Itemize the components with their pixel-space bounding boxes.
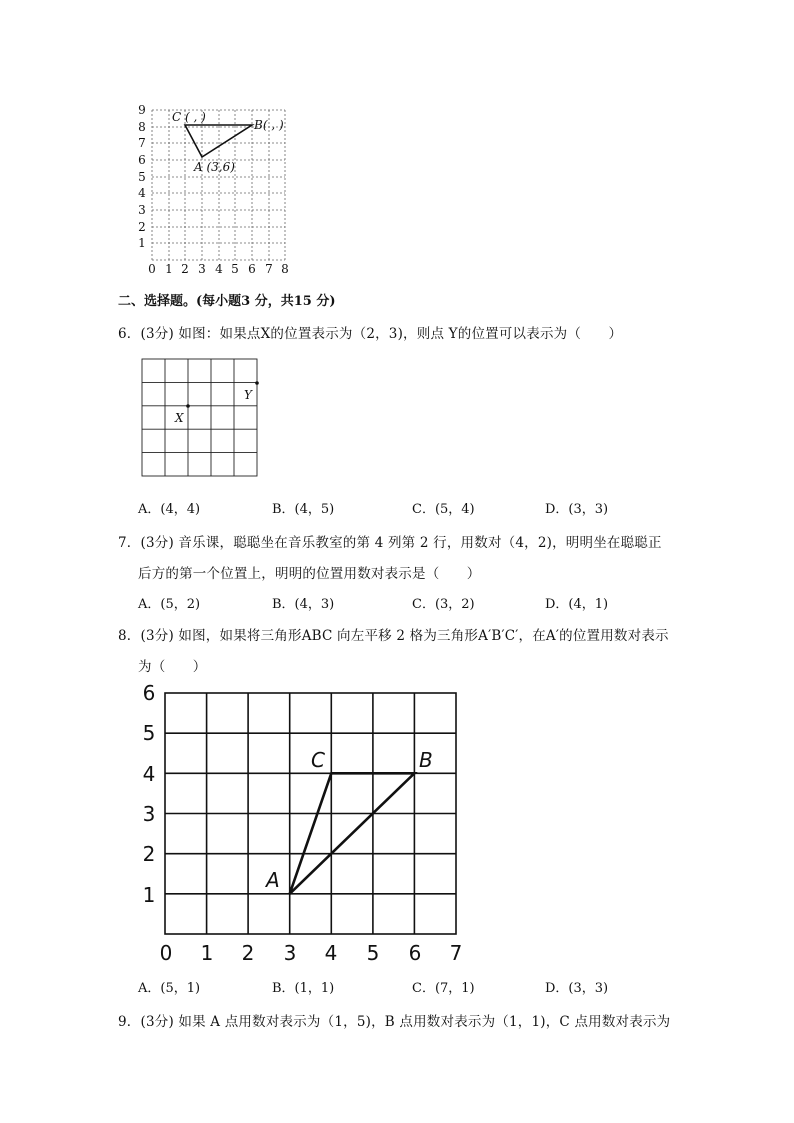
- top-x-tick: 0: [148, 262, 156, 276]
- q8-option-d[interactable]: D．(3，3): [545, 981, 609, 996]
- q6-label-x: X: [175, 411, 184, 425]
- q6-point-y: [255, 381, 259, 385]
- q8-grid-figure: [130, 678, 475, 968]
- q8-x-tick: 2: [241, 941, 255, 965]
- top-label-a: A (3,6): [194, 160, 235, 174]
- q8-x-tick: 7: [449, 941, 463, 965]
- q8-y-tick: 3: [142, 802, 156, 826]
- q8-x-tick: 4: [324, 941, 338, 965]
- q8-option-a[interactable]: A．(5，1): [138, 981, 201, 996]
- q8-y-tick: 1: [142, 883, 156, 907]
- top-y-tick: 8: [138, 120, 146, 134]
- top-label-b: B( , ): [254, 118, 284, 132]
- q7-option-d[interactable]: D．(4，1): [545, 597, 609, 612]
- top-x-tick: 4: [215, 262, 223, 276]
- top-triangle-abc: [185, 125, 252, 157]
- q8-y-tick: 5: [142, 721, 156, 745]
- q6-option-a[interactable]: A．(4，4): [138, 502, 201, 517]
- top-x-tick: 1: [165, 262, 173, 276]
- top-y-tick: 1: [138, 236, 146, 250]
- q8-text-line1: 8．(3分) 如图，如果将三角形ABC 向左平移 2 格为三角形A′B′C′，在A′的位置用数对表示: [118, 628, 669, 644]
- q6-point-x: [186, 404, 190, 408]
- top-y-tick: 9: [138, 103, 146, 117]
- q6-label-y: Y: [244, 388, 252, 402]
- q7-option-b[interactable]: B．(4，3): [272, 597, 335, 612]
- q8-triangle-abc: [290, 773, 415, 894]
- q8-y-tick: 6: [142, 681, 156, 705]
- q8-x-tick: 0: [159, 941, 173, 965]
- q8-option-c[interactable]: C．(7，1): [412, 981, 475, 996]
- top-x-tick: 5: [231, 262, 239, 276]
- top-grid-figure: [130, 100, 310, 280]
- q8-label-b: B: [419, 748, 433, 772]
- top-y-tick: 4: [138, 186, 146, 200]
- q8-x-tick: 6: [408, 941, 422, 965]
- top-y-tick: 5: [138, 170, 146, 184]
- top-y-tick: 7: [138, 136, 146, 150]
- q7-option-a[interactable]: A．(5，2): [138, 597, 201, 612]
- q6-grid-lines: [142, 359, 257, 476]
- q6-option-b[interactable]: B．(4，5): [272, 502, 335, 517]
- q8-label-c: C: [311, 748, 325, 772]
- q9-text-line1: 9．(3分) 如果 A 点用数对表示为（1，5)，B 点用数对表示为（1，1)，C 点用数对表示为: [118, 1014, 671, 1030]
- q8-text-line2: 为（ ）: [138, 659, 207, 675]
- q8-x-tick: 1: [200, 941, 214, 965]
- top-grid-lines: [152, 110, 285, 260]
- q6-option-d[interactable]: D．(3，3): [545, 502, 609, 517]
- q8-label-a: A: [266, 868, 280, 892]
- q6-option-c[interactable]: C．(5，4): [412, 502, 475, 517]
- top-y-tick: 3: [138, 203, 146, 217]
- q8-x-tick: 3: [283, 941, 297, 965]
- top-x-tick: 3: [198, 262, 206, 276]
- q7-option-c[interactable]: C．(3，2): [412, 597, 475, 612]
- q8-y-tick: 2: [142, 842, 156, 866]
- top-x-tick: 7: [265, 262, 273, 276]
- section-title: 二、选择题。(每小题3 分，共15 分): [118, 294, 336, 309]
- q8-option-b[interactable]: B．(1，1): [272, 981, 335, 996]
- top-y-tick: 6: [138, 153, 146, 167]
- top-x-tick: 6: [248, 262, 256, 276]
- q8-x-tick: 5: [366, 941, 380, 965]
- top-x-tick: 2: [181, 262, 189, 276]
- top-x-tick: 8: [281, 262, 289, 276]
- top-label-c: C ( , ): [172, 110, 206, 124]
- q8-grid-lines: [165, 693, 456, 934]
- q6-text: 6．(3分) 如图：如果点X的位置表示为（2，3)，则点 Y的位置可以表示为（ ）: [118, 326, 623, 342]
- q7-text-line2: 后方的第一个位置上，明明的位置用数对表示是（ ）: [138, 566, 481, 582]
- q8-y-tick: 4: [142, 762, 156, 786]
- q7-text-line1: 7．(3分) 音乐课，聪聪坐在音乐教室的第 4 列第 2 行，用数对（4，2)，明明坐在聪聪正: [118, 535, 662, 551]
- top-y-tick: 2: [138, 220, 146, 234]
- q6-grid-figure: [138, 355, 263, 480]
